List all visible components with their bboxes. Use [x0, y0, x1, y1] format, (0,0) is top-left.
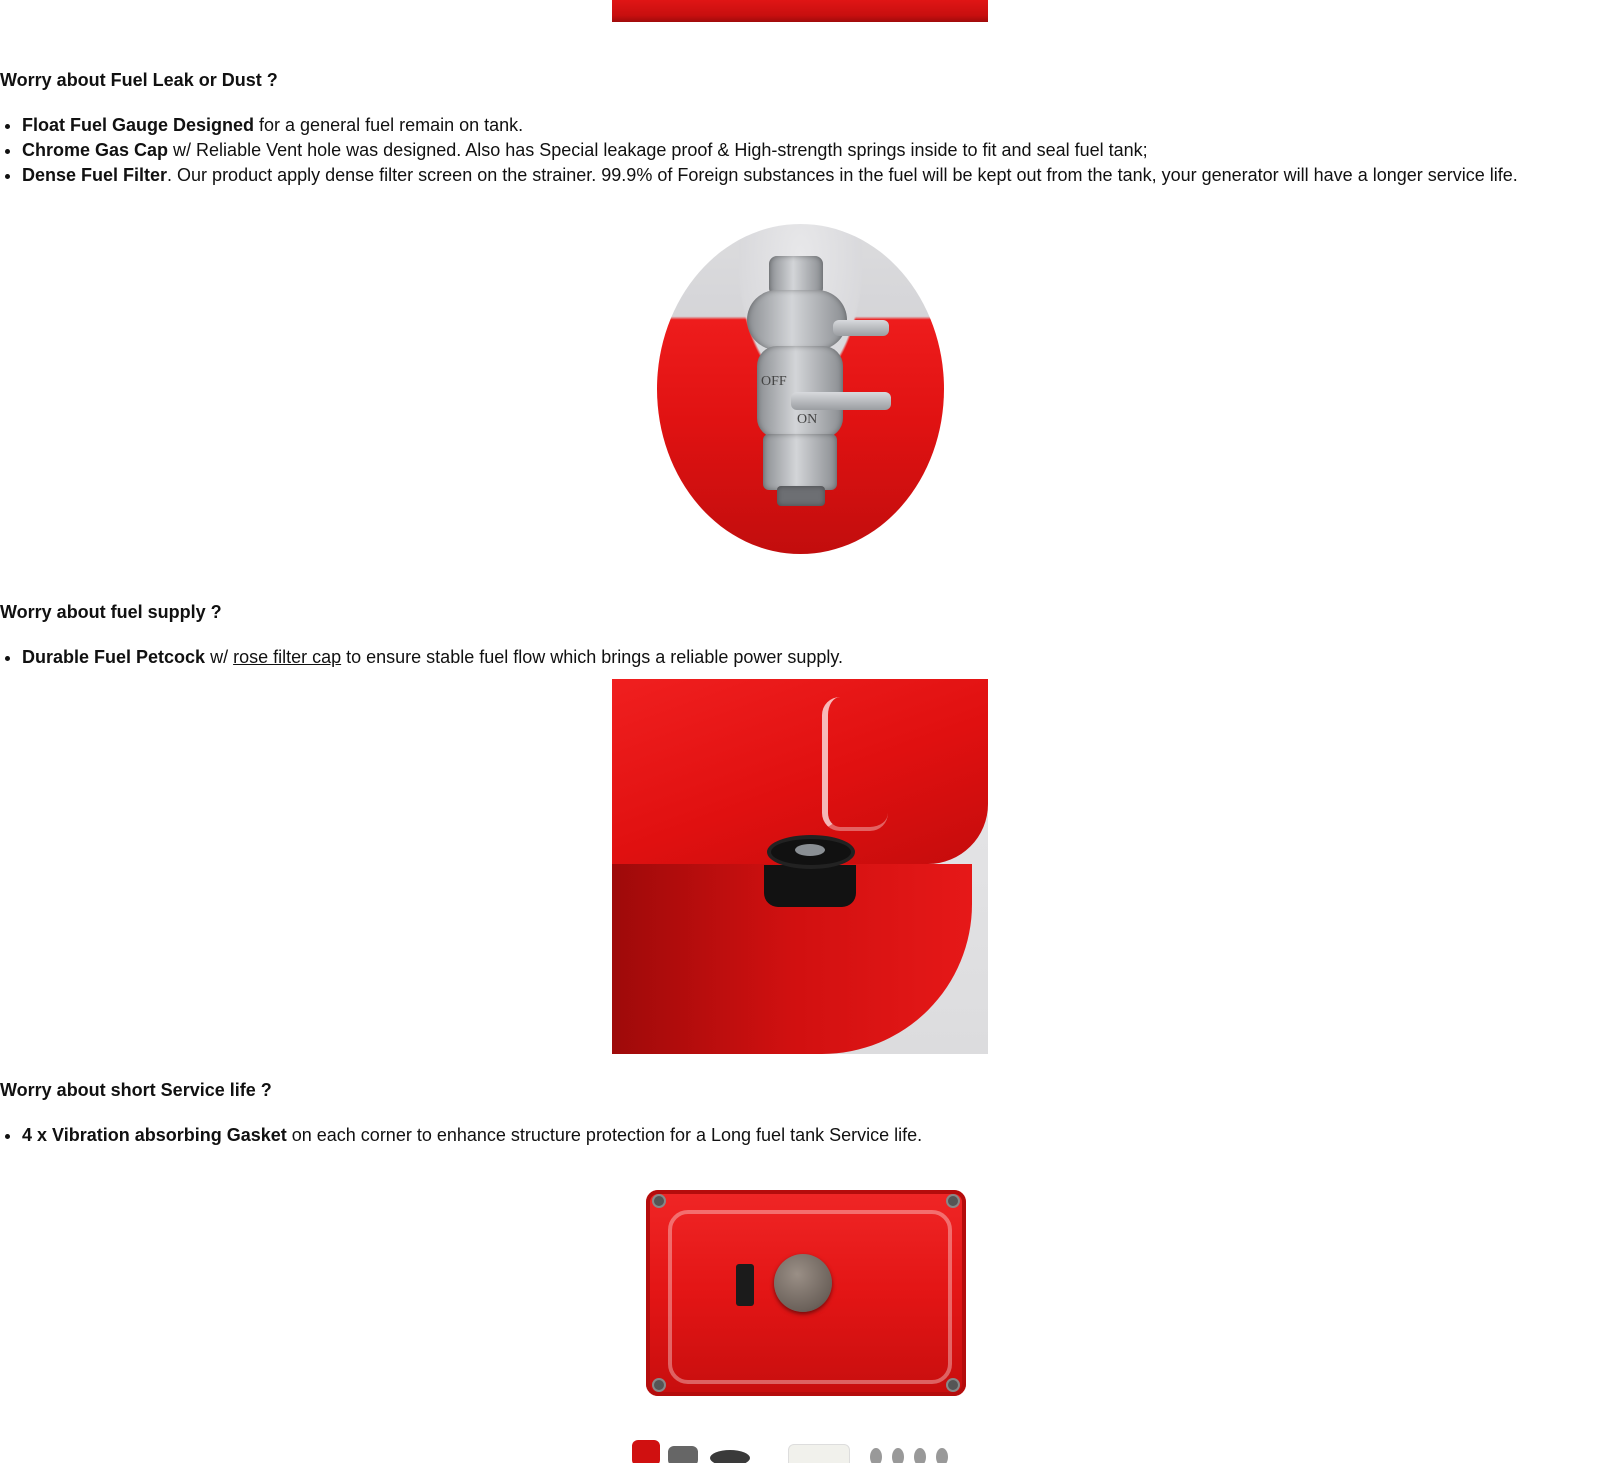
valve-nut	[763, 434, 837, 490]
section-heading-fuel-supply: Worry about fuel supply ?	[0, 602, 222, 622]
accessory-bolt	[914, 1448, 926, 1463]
feature-list-service-life	[0, 1123, 922, 1148]
corner-bolt	[652, 1194, 666, 1208]
tank-ridge	[822, 697, 888, 831]
feature-title: 4 x Vibration absorbing Gasket	[22, 1125, 287, 1145]
rose-filter-cap-link[interactable]: rose filter cap	[233, 647, 342, 667]
corner-bolt	[946, 1378, 960, 1392]
accessories-image	[620, 1436, 980, 1463]
feature-title: Float Fuel Gauge Designed	[22, 115, 255, 135]
valve-collar	[747, 290, 847, 350]
accessory-filter	[788, 1444, 850, 1463]
gasket-rubber	[764, 865, 856, 907]
feature-text: for a general fuel remain on tank.	[254, 115, 524, 135]
gas-cap	[774, 1254, 832, 1312]
accessory-gasket	[710, 1450, 750, 1463]
accessory-bolt	[892, 1448, 904, 1463]
corner-bolt	[652, 1378, 666, 1392]
valve-outlet	[833, 320, 889, 336]
list-item	[22, 113, 1518, 138]
feature-list-fuel-supply	[0, 645, 843, 670]
accessory-fitting	[668, 1446, 698, 1463]
valve-lever	[791, 392, 891, 410]
list-item	[22, 1123, 922, 1148]
accessory-bolt	[936, 1448, 948, 1463]
list-item	[22, 163, 1518, 188]
feature-list-fuel-leak	[0, 113, 1518, 188]
fuel-gauge	[736, 1264, 754, 1306]
valve-off-label: OFF	[761, 374, 787, 389]
feature-text: . Our product apply dense filter screen on the strainer. 99.9% of Foreign substances in the fuel will be kept out from the tank, your generator will have a longer service life.	[167, 165, 1518, 185]
feature-text: on each corner to enhance structure protection for a Long fuel tank Service life.	[286, 1125, 923, 1145]
list-item	[22, 138, 1518, 163]
feature-text: w/ Reliable Vent hole was designed. Also has Special leakage proof & High-strength springs inside to fit and seal fuel tank;	[168, 140, 1148, 160]
fuel-petcock-image	[657, 224, 944, 554]
valve-base	[777, 486, 825, 506]
feature-title: Durable Fuel Petcock	[22, 647, 206, 667]
corner-bolt	[946, 1194, 960, 1208]
section-heading-fuel-leak: Worry about Fuel Leak or Dust ?	[0, 70, 278, 90]
feature-text: w/	[205, 647, 234, 667]
gasket-hole	[795, 844, 825, 856]
gasket-ring	[767, 835, 855, 869]
section-heading-service-life: Worry about short Service life ?	[0, 1080, 272, 1100]
valve-on-label: ON	[797, 412, 818, 427]
fuel-tank-top-view-image	[646, 1190, 966, 1396]
feature-text: to ensure stable fuel flow which brings a reliable power supply.	[341, 647, 844, 667]
vibration-gasket-image	[612, 679, 988, 1054]
accessory-bolt	[870, 1448, 882, 1463]
feature-title: Dense Fuel Filter	[22, 165, 168, 185]
fuel-tank-image-top	[612, 0, 988, 22]
feature-title: Chrome Gas Cap	[22, 140, 169, 160]
accessory-petcock	[632, 1440, 660, 1463]
list-item	[22, 645, 843, 670]
